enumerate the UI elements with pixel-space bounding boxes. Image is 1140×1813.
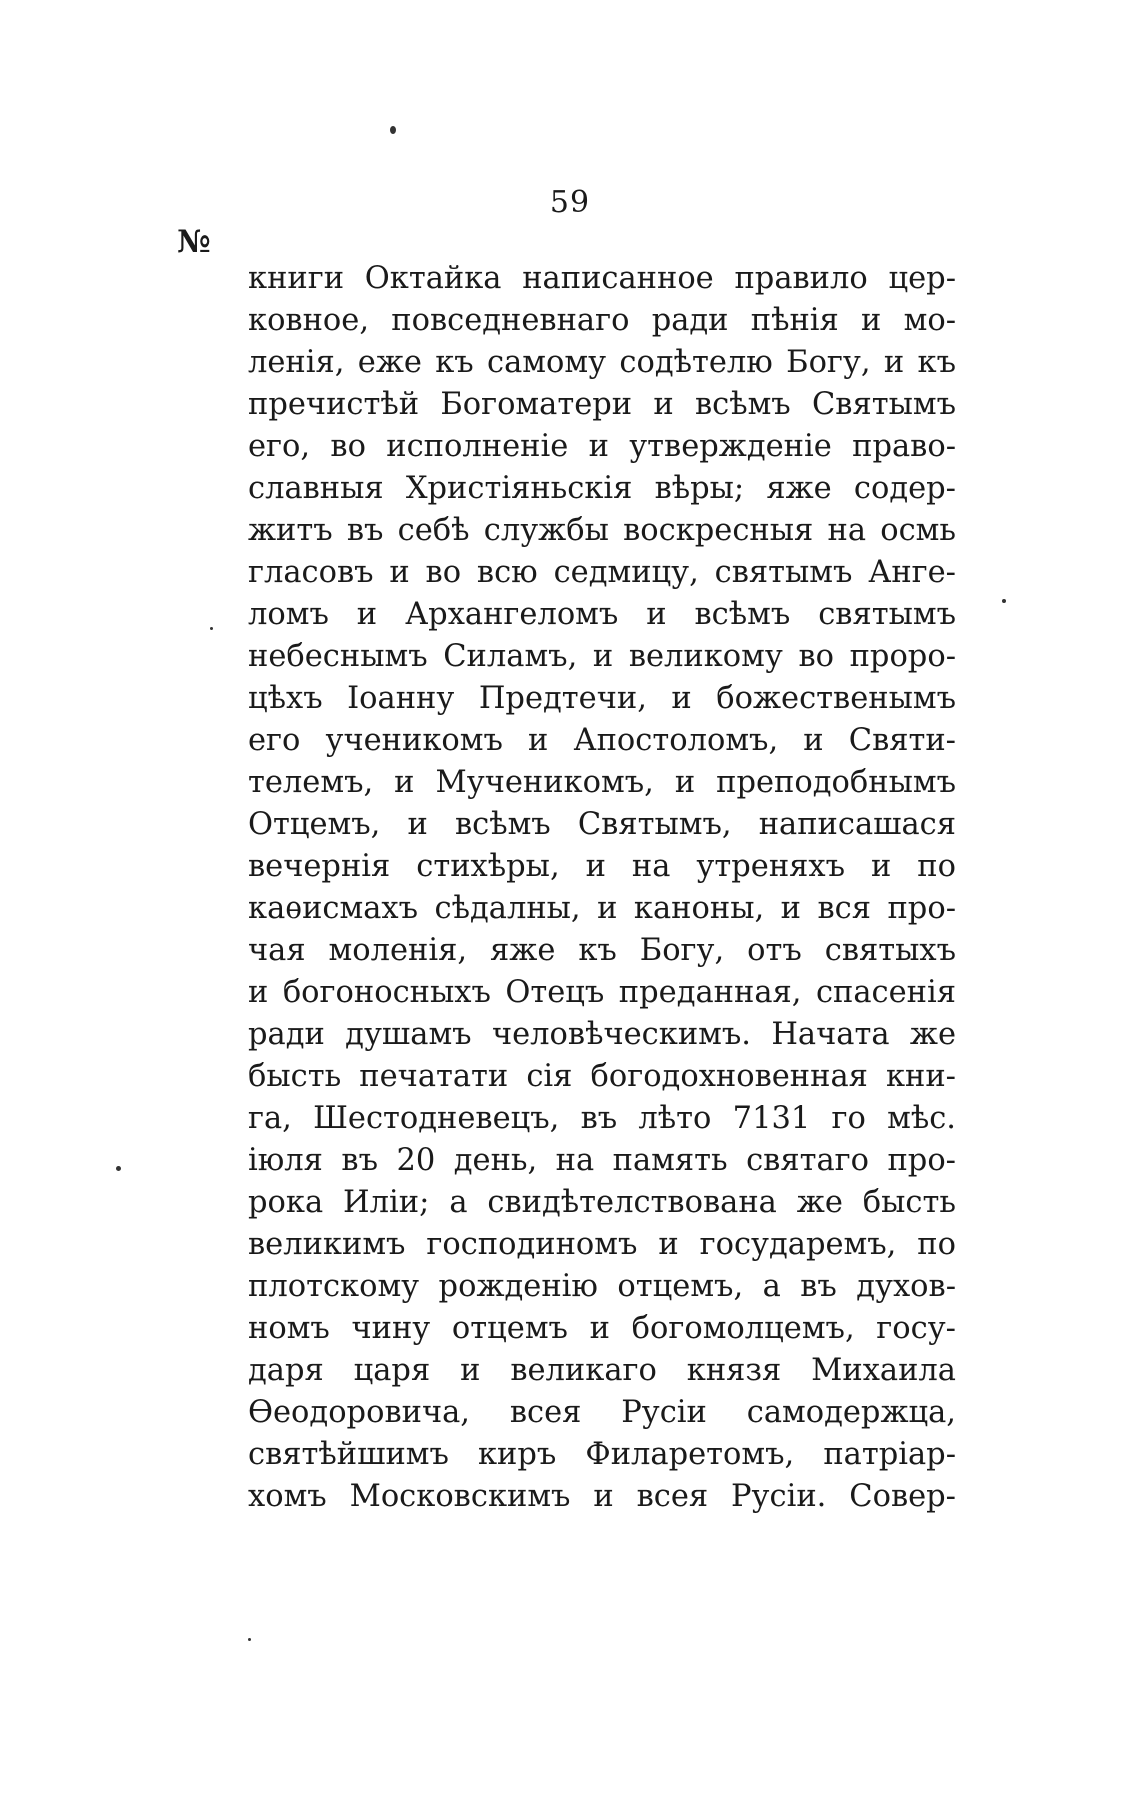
text-line: книги Октайка написанное правило цер- [248, 261, 956, 296]
ink-speck [116, 1166, 121, 1171]
ink-speck [210, 627, 213, 630]
text-line: телемъ, и Мученикомъ, и преподобнымъ [248, 765, 956, 800]
text-line: житъ въ себѣ службы воскресныя на осмь [248, 513, 956, 548]
text-line: чая моленія, яже къ Богу, отъ святыхъ [248, 933, 956, 968]
text-line: пречистѣй Богоматери и всѣмъ Святымъ [248, 387, 956, 422]
text-line: ломъ и Архангеломъ и всѣмъ святымъ [248, 597, 956, 632]
text-line: ковное, повседневнаго ради пѣнія и мо- [248, 303, 956, 338]
text-line: ленія, еже къ самому содѣтелю Богу, и къ [248, 345, 956, 380]
ink-speck [1002, 599, 1006, 603]
text-line: га, Шестодневецъ, въ лѣто 7131 го мѣс. [248, 1101, 956, 1136]
text-line: и богоносныхъ Отецъ преданная, спасенія [248, 975, 956, 1010]
text-line: рока Иліи; а свидѣтелствована же бысть [248, 1185, 956, 1220]
text-line: гласовъ и во всю седмицу, святымъ Анге- [248, 555, 956, 590]
text-line: цѣхъ Іоанну Предтечи, и божественымъ [248, 681, 956, 716]
text-line: іюля въ 20 день, на память святаго про- [248, 1143, 956, 1178]
text-line: святѣйшимъ киръ Филаретомъ, патріар- [248, 1437, 956, 1472]
text-line: номъ чину отцемъ и богомолцемъ, госу- [248, 1311, 956, 1346]
text-line: даря царя и великаго князя Михаила [248, 1353, 956, 1388]
text-line: его, во исполненіе и утвержденіе право- [248, 429, 956, 464]
text-line: великимъ господиномъ и государемъ, по [248, 1227, 956, 1262]
text-line: хомъ Московскимъ и всея Русіи. Совер- [248, 1479, 956, 1514]
text-line: его ученикомъ и Апостоломъ, и Святи- [248, 723, 956, 758]
text-line: плотскому рожденію отцемъ, а въ духов- [248, 1269, 956, 1304]
ink-speck [390, 126, 396, 134]
text-line: вечернія стихѣры, и на утреняхъ и по [248, 849, 956, 884]
text-line: Ѳеодоровича, всея Русіи самодержца, [248, 1395, 956, 1430]
text-line: Отцемъ, и всѣмъ Святымъ, написашася [248, 807, 956, 842]
text-line: ради душамъ человѣческимъ. Начата же [248, 1017, 956, 1052]
ink-speck [248, 1638, 251, 1641]
text-line: славныя Христіяньскія вѣры; яже содер- [248, 471, 956, 506]
body-text [248, 258, 956, 1518]
page-number: 59 [549, 185, 591, 220]
text-line: небеснымъ Силамъ, и великому во проро- [248, 639, 956, 674]
number-sign: № [177, 224, 211, 260]
text-line: каѳисмахъ сѣдалны, и каноны, и вся про- [248, 891, 956, 926]
text-line: бысть печатати сія богодохновенная кни- [248, 1059, 956, 1094]
